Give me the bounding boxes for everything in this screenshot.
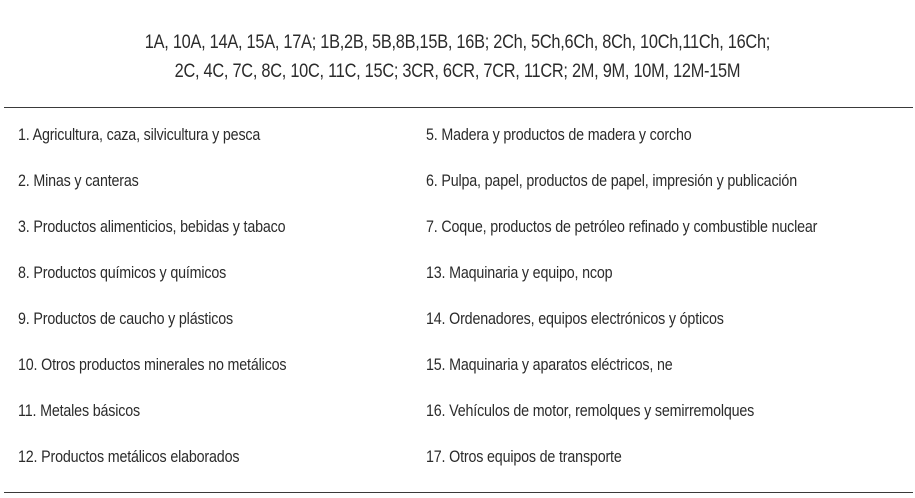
sector-item: 15. Maquinaria y aparatos eléctricos, ne: [426, 355, 673, 374]
sector-item: 3. Productos alimenticios, bebidas y tabaco: [18, 217, 286, 236]
sector-item: 12. Productos metálicos elaborados: [18, 447, 240, 466]
sector-item: 17. Otros equipos de transporte: [426, 447, 622, 466]
sector-item: 8. Productos químicos y químicos: [18, 263, 227, 282]
table-header: [64, 28, 851, 86]
sector-item: 2. Minas y canteras: [18, 171, 139, 190]
sector-item: 9. Productos de caucho y plásticos: [18, 309, 233, 328]
table-row: [14, 298, 909, 344]
sector-item: 7. Coque, productos de petróleo refinado y combustible nuclear: [426, 217, 818, 236]
header-line-2: 2C, 4C, 7C, 8C, 10C, 11C, 15C; 3CR, 6CR, 7CR, 11CR; 2M, 9M, 10M, 12M-15M: [174, 61, 741, 82]
table-row: [14, 252, 909, 298]
sector-item: 14. Ordenadores, equipos electrónicos y ópticos: [426, 309, 724, 328]
table-row: [14, 436, 909, 482]
sector-item: 16. Vehículos de motor, remolques y semirremolques: [426, 401, 755, 420]
sector-item: 13. Maquinaria y equipo, ncop: [426, 263, 613, 282]
header-line-1: 1A, 10A, 14A, 15A, 17A; 1B,2B, 5B,8B,15B, 16B; 2Ch, 5Ch,6Ch, 8Ch, 10Ch,11Ch, 16Ch;: [144, 32, 771, 53]
top-divider: [4, 107, 913, 108]
table-row: [14, 206, 909, 252]
table-row: [14, 344, 909, 390]
sector-item: 11. Metales básicos: [18, 401, 140, 420]
sector-item: 5. Madera y productos de madera y corcho: [426, 125, 692, 144]
table-row: [14, 160, 909, 206]
bottom-divider: [4, 492, 913, 493]
sector-item: 10. Otros productos minerales no metálicos: [18, 355, 287, 374]
table-row: [14, 114, 909, 160]
sector-item: 6. Pulpa, papel, productos de papel, impresión y publicación: [426, 171, 797, 190]
sector-item: 1. Agricultura, caza, silvicultura y pesca: [18, 125, 261, 144]
table-row: [14, 390, 909, 436]
